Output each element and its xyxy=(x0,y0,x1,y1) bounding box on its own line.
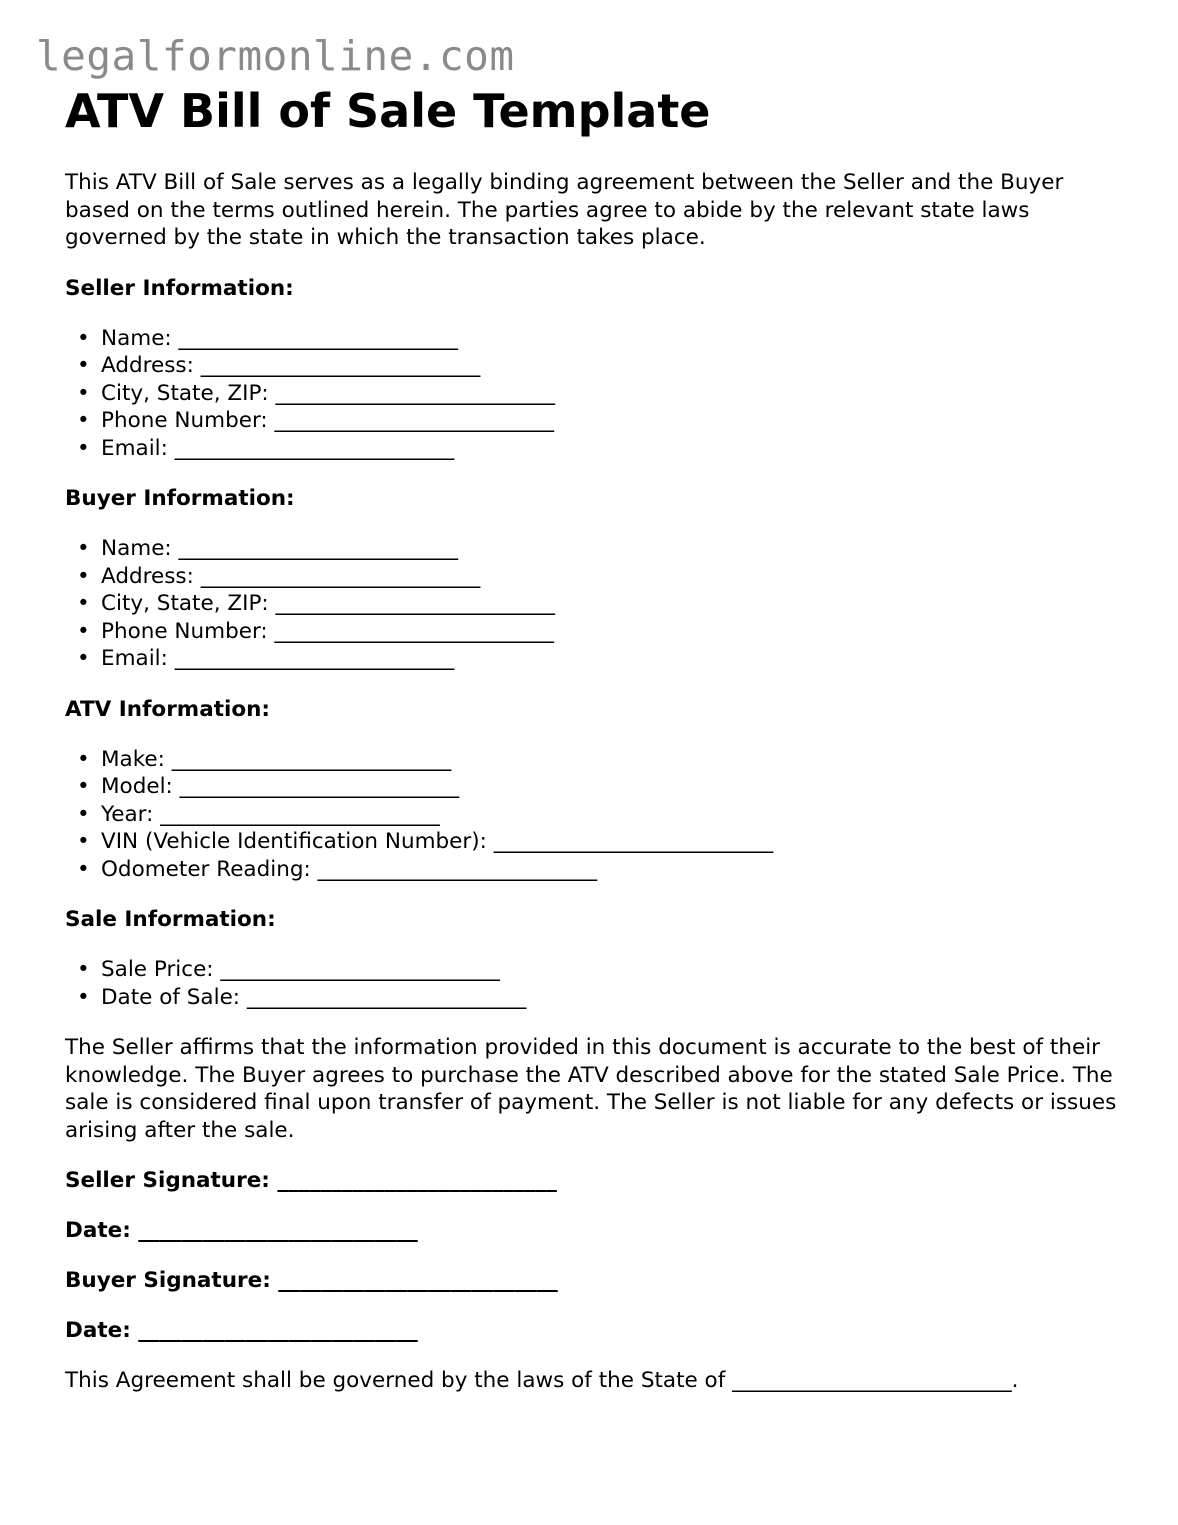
atv-make-item xyxy=(77,746,1125,774)
field-label: VIN (Vehicle Identification Number): xyxy=(101,829,487,854)
bullet-icon: • xyxy=(77,325,90,351)
field-label: Make: xyxy=(101,746,165,772)
bullet-icon: • xyxy=(77,829,90,854)
seller-date-line[interactable]: Date: __________________________ xyxy=(65,1218,418,1243)
buyer-address-item xyxy=(77,563,1125,591)
atv-odometer-item xyxy=(77,856,1125,884)
field-label: Odometer Reading: xyxy=(101,856,311,882)
field-label: City, State, ZIP: xyxy=(101,380,269,406)
bullet-icon: • xyxy=(77,353,90,378)
bullet-icon: • xyxy=(77,563,90,589)
fill-in-blank[interactable]: __________________________ xyxy=(200,353,481,378)
closing-paragraph: The Seller affirms that the information provided in this document is accurate to the best of their knowledge. The Buyer agrees to purchase the ATV described above for the stated Sale Price. The sale is considered final upon transfer of payment. The Seller is not liable for any defects or issues arising after the sale. xyxy=(65,1035,1117,1143)
governing-law-clause[interactable]: This Agreement shall be governed by the laws of the State of __________________________. xyxy=(65,1368,1019,1393)
fill-in-blank[interactable]: __________________________ xyxy=(174,646,455,671)
buyer-section-title: Buyer Information: xyxy=(65,486,295,511)
seller-city-item xyxy=(77,380,1125,408)
fill-in-blank[interactable]: __________________________ xyxy=(246,984,527,1010)
fill-in-blank[interactable]: __________________________ xyxy=(274,618,555,644)
sale-price-item xyxy=(77,956,1125,984)
seller-name-item xyxy=(77,325,1125,353)
watermark-text: legalformonline.com xyxy=(36,32,515,80)
sale-date-item xyxy=(77,984,1125,1012)
bullet-icon: • xyxy=(77,774,90,799)
bullet-icon: • xyxy=(77,984,90,1010)
field-label: Email: xyxy=(101,646,168,671)
field-label: Email: xyxy=(101,435,168,461)
sale-section-title: Sale Information: xyxy=(65,907,276,932)
field-label: Address: xyxy=(101,353,194,378)
atv-model-item xyxy=(77,773,1125,801)
seller-signature-line[interactable]: Seller Signature: __________________________ xyxy=(65,1168,557,1193)
buyer-city-item xyxy=(77,590,1125,618)
atv-vin-item xyxy=(77,828,1125,856)
document-page xyxy=(65,85,1125,1394)
fill-in-blank[interactable]: __________________________ xyxy=(171,746,452,772)
fill-in-blank[interactable]: __________________________ xyxy=(178,325,459,351)
field-label: Address: xyxy=(101,563,194,589)
buyer-phone-item xyxy=(77,618,1125,646)
sale-field-list xyxy=(65,956,1125,1011)
buyer-field-list xyxy=(65,535,1125,673)
buyer-email-item xyxy=(77,645,1125,673)
intro-paragraph: This ATV Bill of Sale serves as a legally binding agreement between the Seller and the Buyer based on the terms outlined herein. The parties agree to abide by the relevant state laws governed by the state in which the transaction takes place. xyxy=(65,170,1064,250)
atv-year-item xyxy=(77,801,1125,829)
bullet-icon: • xyxy=(77,801,90,827)
fill-in-blank[interactable]: __________________________ xyxy=(160,801,440,827)
seller-email-item xyxy=(77,435,1125,463)
seller-section-title: Seller Information: xyxy=(65,275,294,301)
seller-phone-item xyxy=(77,407,1125,435)
fill-in-blank[interactable]: __________________________ xyxy=(200,563,481,589)
fill-in-blank[interactable]: __________________________ xyxy=(317,856,598,882)
fill-in-blank[interactable]: __________________________ xyxy=(275,591,556,616)
bullet-icon: • xyxy=(77,591,90,616)
fill-in-blank[interactable]: __________________________ xyxy=(220,957,500,982)
field-label: Phone Number: xyxy=(101,408,268,433)
fill-in-blank[interactable]: __________________________ xyxy=(493,829,774,854)
field-label: Phone Number: xyxy=(101,618,268,644)
bullet-icon: • xyxy=(77,435,90,461)
field-label: City, State, ZIP: xyxy=(101,591,269,616)
atv-section-title: ATV Information: xyxy=(65,696,271,722)
seller-address-item xyxy=(77,352,1125,380)
document-title: ATV Bill of Sale Template xyxy=(65,84,711,138)
fill-in-blank[interactable]: __________________________ xyxy=(178,536,459,561)
bullet-icon: • xyxy=(77,408,90,433)
bullet-icon: • xyxy=(77,646,90,671)
fill-in-blank[interactable]: __________________________ xyxy=(174,435,455,461)
field-label: Year: xyxy=(101,801,154,827)
buyer-signature-line[interactable]: Buyer Signature: __________________________ xyxy=(65,1268,558,1293)
field-label: Name: xyxy=(101,325,172,351)
atv-field-list xyxy=(65,746,1125,884)
field-label: Sale Price: xyxy=(101,957,214,982)
bullet-icon: • xyxy=(77,380,90,406)
bullet-icon: • xyxy=(77,856,90,882)
fill-in-blank[interactable]: __________________________ xyxy=(274,408,555,433)
fill-in-blank[interactable]: __________________________ xyxy=(275,380,556,406)
bullet-icon: • xyxy=(77,746,90,772)
buyer-date-line[interactable]: Date: __________________________ xyxy=(65,1318,418,1343)
bullet-icon: • xyxy=(77,618,90,644)
fill-in-blank[interactable]: __________________________ xyxy=(179,774,460,799)
bullet-icon: • xyxy=(77,536,90,561)
seller-field-list xyxy=(65,325,1125,463)
field-label: Name: xyxy=(101,536,172,561)
field-label: Model: xyxy=(101,774,173,799)
buyer-name-item xyxy=(77,535,1125,563)
field-label: Date of Sale: xyxy=(101,984,241,1010)
bullet-icon: • xyxy=(77,957,90,982)
